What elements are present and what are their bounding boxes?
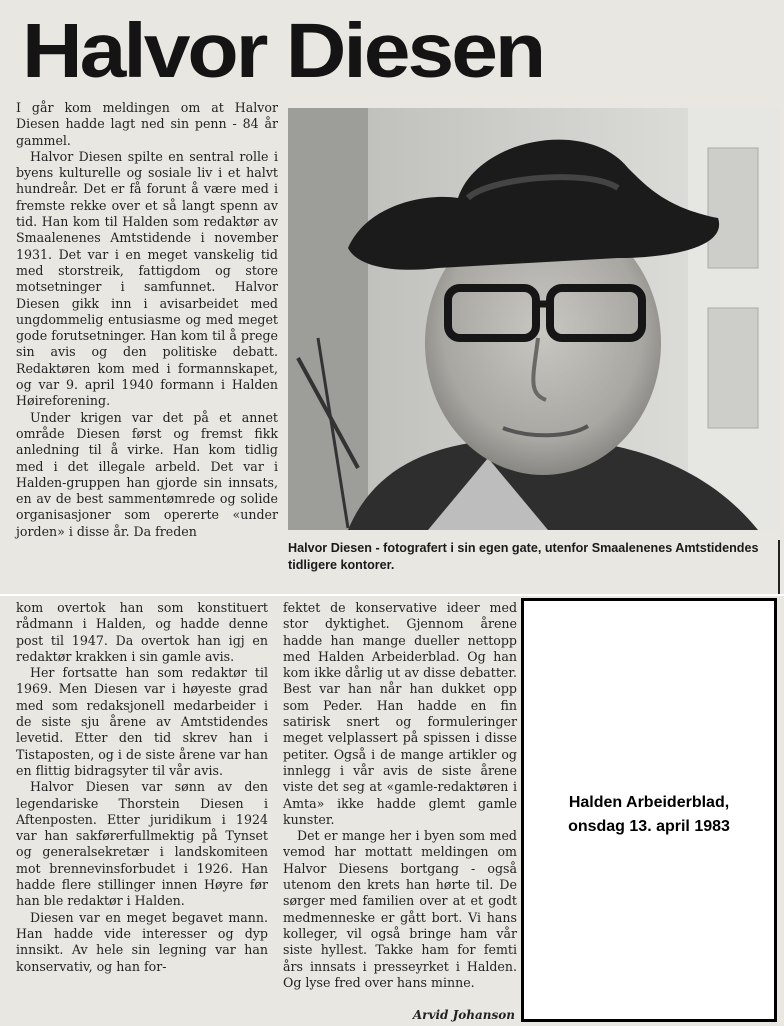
paragraph: Halvor Diesen var sønn av den legendariske Thorstein Diesen i Aftenposten. Etter juridikum i 1924 var han sakførerfullmektig på Tynset og generalsekretær i landskomiteen mot brennevinsforbudet i 1926. Han hadde flere stillinger innen Høyre før han ble redaktør i Halden.	[16, 779, 268, 909]
column-rule	[778, 540, 780, 594]
paragraph: Her fortsatte han som redaktør til 1969. Men Diesen var i høyeste grad med som redaksjonell medarbeider i de siste sju årene av Amtstidendes levetid. Etter den tid skrev han i Tistaposten, og i de siste årene var han en flittig bidragsyter til vår avis.	[16, 665, 268, 778]
paragraph: Det er mange her i byen som med vemod har mottatt meldingen om Halvor Diesens bortgang - også utenom den krets han hørte til. De sørger med familien over at et godt medmenneske er gått bort. Vi hans kolleger, vil også bringe ham vår siste hyllest. Takke ham for femti års innsats i presseyrket i Halden. Og lyse fred over hans minne.	[283, 828, 517, 990]
source-date: onsdag 13. april 1983	[568, 818, 730, 835]
article-column-2	[283, 600, 517, 991]
article-column-1-bottom	[16, 600, 268, 975]
paragraph: Under krigen var det på et annet område Diesen først og fremst fikk anledning til å virke. Han kom tidlig med i det illegale arbeld. Det var i Halden-gruppen han gjorde sin innsats, en av de best sammentømrede og solide organisasjoner som opererte «under jorden» i disse år. Da freden	[16, 409, 278, 539]
headline: Halvor Diesen	[22, 6, 544, 94]
paragraph: Halvor Diesen spilte en sentral rolle i byens kulturelle og sosiale liv i et halvt hundreår. Det er få forunt å være med i fremste rekke over et så langt spenn av tid. Han kom til Halden som redaktør av Smaalenenes Amtstidende i november 1931. Det var i en meget vanskelig tid med storstreik, fattigdom og store motsetninger i samfunnet. Halvor Diesen gikk inn i avisarbeidet med ungdommelig entusiasme og med meget gode forutsetninger. Han kom til å prege sin avis og den politiske debatt. Redaktøren kom med i formannskapet, og var 9. april 1940 formann i Halden Høireforening.	[16, 148, 278, 409]
paragraph: I går kom meldingen om at Halvor Diesen hadde lagt ned sin penn - 84 år gammel.	[16, 100, 278, 148]
divider	[0, 594, 784, 596]
source-newspaper: Halden Arbeiderblad,	[568, 794, 730, 811]
paragraph: Diesen var en meget begavet mann. Han hadde vide interesser og dyp innsikt. Av hele sin legning var han konservativ, og han for-	[16, 909, 268, 974]
paragraph: fektet de konservative ideer med stor dyktighet. Gjennom årene hadde han mange dueller nettopp med Halden Arbeiderblad. Og han kom ikke dårlig ut av disse debatter. Best var han når han dukket opp som Peder. Han hadde en fin satirisk snert og formuleringer meget velplassert på spissen i disse petiter. Også i de mange artikler og innlegg i vår avis de siste årene viste det seg at «gamle-redaktøren i Amta» ikke hadde glemt gamle kunster.	[283, 600, 517, 827]
source-box	[521, 598, 777, 1022]
portrait-photo	[288, 108, 780, 530]
source-label	[524, 791, 774, 839]
article-column-1-top	[16, 100, 278, 540]
paragraph: kom overtok han som konstituert rådmann i Halden, og hadde denne post til 1947. Da overtok han igj en redaktør krakken i sin gamle avis.	[16, 600, 268, 664]
byline: Arvid Johanson	[412, 1008, 515, 1022]
photo-caption: Halvor Diesen - fotografert i sin egen gate, utenfor Smaalenenes Amtstidendes tidligere kontorer.	[288, 541, 759, 572]
